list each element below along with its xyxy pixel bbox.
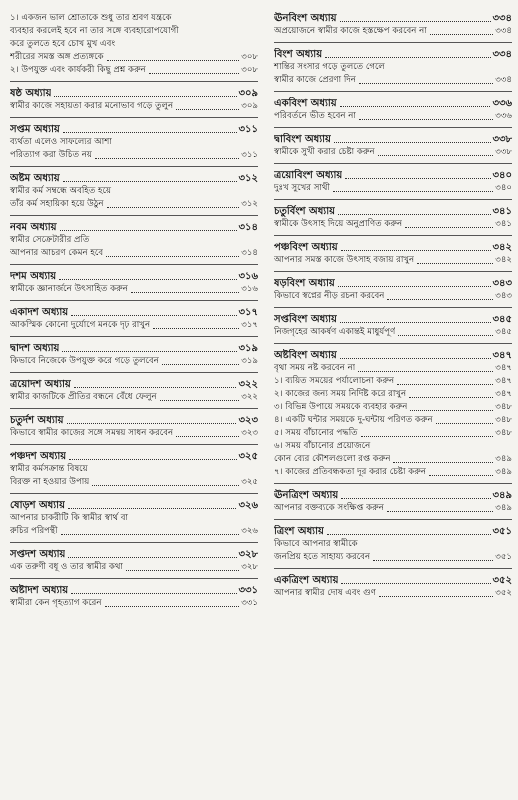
toc-section xyxy=(274,349,512,479)
toc-entry xyxy=(10,597,258,610)
dot-leader xyxy=(340,8,491,22)
section-divider xyxy=(10,215,258,216)
toc-section xyxy=(10,584,258,610)
page-number: ৩৪০ xyxy=(495,183,512,193)
chapter-heading-text: সপ্তবিংশ অধ্যায় xyxy=(274,314,337,325)
dot-leader xyxy=(340,345,491,359)
dot-leader xyxy=(340,309,491,323)
toc-right-column xyxy=(274,12,512,600)
page-number: ৩১৬ xyxy=(241,284,258,294)
page-number: ৩৫২ xyxy=(495,588,512,598)
dot-leader xyxy=(126,557,239,571)
page-number: ৩৪০ xyxy=(492,170,512,181)
page-number: ৩৪১ xyxy=(495,219,512,229)
page-number: ৩৩৪ xyxy=(492,49,512,60)
section-divider xyxy=(10,336,258,337)
toc-entry-text: জনপ্রিয় হতে সাহায্য করবেন xyxy=(274,552,371,562)
toc-entry-text: স্বামীর কর্মসক্রান্ত বিষয়ে xyxy=(10,464,88,474)
toc-subitem-text: ২। উপযুক্ত এবং কার্যকরী কিছু প্রশ্ন করুন xyxy=(10,65,146,75)
toc-entry-text: করে তুলতে হবে চোখ মুখ এবং xyxy=(10,39,116,49)
page-number: ৩১৭ xyxy=(238,307,258,318)
toc-section xyxy=(274,313,512,339)
page-number: ৩৩৪ xyxy=(492,13,512,24)
dot-leader xyxy=(92,472,239,486)
toc-entry xyxy=(10,561,258,574)
chapter-heading-text: ত্রিংশ অধ্যায় xyxy=(274,526,324,537)
dot-leader xyxy=(105,593,240,607)
dot-leader xyxy=(176,423,239,437)
chapter-heading xyxy=(10,221,258,234)
dot-leader xyxy=(54,83,236,97)
toc-entry-text: বিরক্ত না হওয়ার উপায় xyxy=(10,477,90,487)
toc-entry xyxy=(274,502,512,515)
toc-section xyxy=(274,277,512,303)
page-number: ৩১১ xyxy=(241,150,258,160)
dot-leader xyxy=(69,446,236,460)
dot-leader xyxy=(387,286,493,300)
dot-leader xyxy=(341,570,490,584)
toc-entry-text: কোন ব্যের কৌশলগুলো রপ্ত করুন xyxy=(274,454,391,464)
page-number: ৩৪৩ xyxy=(495,291,512,301)
toc-subitem-text: ৭। কাজের প্রতিবন্ধকতা দূর করার চেষ্টা করুন xyxy=(274,467,426,477)
toc-entry-text: অপ্রয়োজনে স্বামীর কাজে হস্তক্ষেপ করবেন না xyxy=(274,26,427,36)
page-number: ৩০৯ xyxy=(238,88,258,99)
dot-leader xyxy=(131,279,239,293)
toc-entry-text: রুচির পরিপন্থী xyxy=(10,526,58,536)
toc-entry xyxy=(274,326,512,339)
toc-entry-text: পরিবর্তনে ভীত হবেন না xyxy=(274,111,356,121)
page-number: ৩৪৭ xyxy=(495,363,512,373)
toc-entry-text: শরীরের সমস্ত অঙ্গ প্রত্যঙ্গকে xyxy=(10,52,104,62)
toc-section xyxy=(10,378,258,404)
toc-entry-text: নিজগৃহের আকর্ষণ একান্তই মাধুর্যপূর্ণ xyxy=(274,327,396,337)
section-divider xyxy=(274,42,512,43)
page-number: ৩৪৮ xyxy=(495,428,512,438)
toc-entry-text: এক তরুণী বধূ ও তার স্বামীর কথা xyxy=(10,562,123,572)
page-number: ৩৪৯ xyxy=(495,503,512,513)
page-number: ৩১৯ xyxy=(241,356,258,366)
dot-leader xyxy=(345,165,490,179)
dot-leader xyxy=(417,250,493,264)
page-number: ৩৩৪ xyxy=(495,75,512,85)
chapter-heading-text: অষ্টাদশ অধ্যায় xyxy=(10,585,69,596)
toc-section xyxy=(10,221,258,260)
page-number: ৩৫১ xyxy=(492,526,512,537)
page-number: ৩২৫ xyxy=(241,477,258,487)
chapter-heading xyxy=(274,48,512,61)
dot-leader xyxy=(107,194,240,208)
dot-leader xyxy=(405,214,493,228)
section-divider xyxy=(10,264,258,265)
toc-entry-text: আপনার স্বামীর দোষ এবং গুণ xyxy=(274,588,376,598)
section-divider xyxy=(274,519,512,520)
toc-section xyxy=(274,205,512,231)
page-number: ৩৪২ xyxy=(495,255,512,265)
toc-section xyxy=(274,12,512,38)
dot-leader xyxy=(107,47,240,61)
toc-entry-text: স্বামীর কর্ম সম্বন্ধে অবহিত হয়ে xyxy=(10,186,112,196)
toc-entry-text: স্বামীরা কেন গৃহত্যাগ করেন xyxy=(10,598,102,608)
page-number: ৩৪৯ xyxy=(495,467,512,477)
toc-section xyxy=(274,97,512,123)
dot-leader xyxy=(338,273,491,287)
toc-entry-text: আকস্মিক কোনো দুর্যোগে মনকে দৃঢ় রাখুন xyxy=(10,320,151,330)
toc-section xyxy=(274,169,512,195)
page-number: ৩২৮ xyxy=(238,549,258,560)
toc-entry xyxy=(274,182,512,195)
chapter-heading-text: চতুর্দশ অধ্যায় xyxy=(10,415,64,426)
section-divider xyxy=(10,444,258,445)
dot-leader xyxy=(436,410,494,424)
toc-section xyxy=(10,172,258,211)
toc-entry xyxy=(10,25,258,38)
toc-section xyxy=(10,414,258,440)
page-number: ৩১৭ xyxy=(241,320,258,330)
section-divider xyxy=(274,271,512,272)
chapter-heading-text: ষোড়শ অধ্যায় xyxy=(10,500,65,511)
chapter-heading-text: ষষ্ঠ অধ্যায় xyxy=(10,88,52,99)
dot-leader xyxy=(153,315,239,329)
dot-leader xyxy=(341,237,491,251)
dot-leader xyxy=(62,338,236,352)
chapter-heading-text: পঞ্চবিংশ অধ্যায় xyxy=(274,242,338,253)
toc-entry xyxy=(10,283,258,296)
toc-section xyxy=(10,87,258,113)
toc-subitem xyxy=(10,12,258,25)
toc-subitem xyxy=(274,466,512,479)
toc-section xyxy=(274,574,512,600)
dot-leader xyxy=(379,583,493,597)
toc-section xyxy=(274,489,512,515)
chapter-heading-text: একবিংশ অধ্যায় xyxy=(274,98,337,109)
toc-entry-text: আপনার সমস্ত কাজে উৎসাহ বজায় রাখুন xyxy=(274,255,415,265)
dot-leader xyxy=(338,201,491,215)
toc-entry-text: আপনার চাকরীটি কি স্বামীর স্বার্থ বা xyxy=(10,513,129,523)
dot-leader xyxy=(359,70,493,84)
section-divider xyxy=(274,199,512,200)
toc-entry-text: আপনার বক্তব্যকে সংক্ষিপ্ত করুন xyxy=(274,503,384,513)
page-number: ৩২২ xyxy=(238,379,258,390)
page-number: ৩৩১ xyxy=(241,598,258,608)
section-divider xyxy=(274,91,512,92)
section-divider xyxy=(10,578,258,579)
page-number: ৩৩১ xyxy=(238,585,258,596)
toc-subitem xyxy=(274,427,512,440)
page-number: ৩১৪ xyxy=(238,222,258,233)
dot-leader xyxy=(106,243,239,257)
dot-leader xyxy=(378,142,494,156)
page-number: ৩২২ xyxy=(241,392,258,402)
page-number: ৩৩৮ xyxy=(492,134,512,145)
toc-entry xyxy=(10,319,258,332)
dot-leader xyxy=(162,351,239,365)
toc-entry xyxy=(10,100,258,113)
section-divider xyxy=(274,307,512,308)
chapter-heading-text: সপ্তদশ অধ্যায় xyxy=(10,549,66,560)
page-number: ৩৫১ xyxy=(495,552,512,562)
page-number: ৩৪৫ xyxy=(495,327,512,337)
dot-leader xyxy=(359,106,493,120)
dot-leader xyxy=(429,462,493,476)
page-number: ৩৪৭ xyxy=(495,389,512,399)
toc-entry xyxy=(274,218,512,231)
toc-entry xyxy=(274,25,512,38)
page-number: ৩৩৮ xyxy=(495,147,512,157)
dot-leader xyxy=(373,547,493,561)
page-number: ৩৩৬ xyxy=(495,111,512,121)
dot-leader xyxy=(393,449,493,463)
chapter-heading-text: ঊনবিংশ অধ্যায় xyxy=(274,13,337,24)
page-number: ৩৪৭ xyxy=(495,376,512,386)
page-number: ৩৪৮ xyxy=(495,402,512,412)
page-number: ৩১৪ xyxy=(241,248,258,258)
page-number: ৩১৯ xyxy=(238,343,258,354)
toc-section xyxy=(10,499,258,538)
section-divider xyxy=(274,343,512,344)
dot-leader xyxy=(68,544,236,558)
page-number: ৩১১ xyxy=(238,124,258,135)
chapter-heading-text: ত্রয়োবিংশ অধ্যায় xyxy=(274,170,343,181)
toc-section xyxy=(274,48,512,87)
toc-entry xyxy=(10,198,258,211)
dot-leader xyxy=(340,93,491,107)
dot-leader xyxy=(325,44,490,58)
chapter-heading-text: অষ্টবিংশ অধ্যায় xyxy=(274,350,337,361)
page-number: ৩২৫ xyxy=(238,451,258,462)
dot-leader xyxy=(176,96,239,110)
section-divider xyxy=(274,483,512,484)
toc-entry xyxy=(274,74,512,87)
toc-entry-text: স্বামীর কাজে সহায়তা করার মনোভাব গড়ে তুলুন xyxy=(10,101,174,111)
page-number: ৩০৮ xyxy=(241,65,258,75)
dot-leader xyxy=(333,178,493,192)
page-number: ৩৪৩ xyxy=(492,278,512,289)
toc-entry-text: পরিত্যাগ করা উচিত নয় xyxy=(10,150,92,160)
chapter-heading-text: একাদশ অধ্যায় xyxy=(10,307,69,318)
page-number: ৩২৩ xyxy=(238,415,258,426)
chapter-heading-text: চতুর্বিংশ অধ্যায় xyxy=(274,206,335,217)
chapter-heading-text: দ্বাদশ অধ্যায় xyxy=(10,343,60,354)
toc-subitem xyxy=(10,64,258,77)
toc-entry xyxy=(274,110,512,123)
chapter-heading-text: দশম অধ্যায় xyxy=(10,271,57,282)
toc-subitem-text: ৪। একটি ঘন্টার সময়কে দু-ঘন্টায় পরিণত করুন xyxy=(274,415,433,425)
section-divider xyxy=(10,300,258,301)
page-number: ৩৪৮ xyxy=(495,415,512,425)
dot-leader xyxy=(387,498,493,512)
section-divider xyxy=(10,81,258,82)
chapter-heading xyxy=(10,450,258,463)
toc-entry-text: স্বামীকে জ্ঞানার্জনে উৎসাহিত করুন xyxy=(10,284,128,294)
toc-left-column xyxy=(10,12,258,610)
page-number: ৩০৮ xyxy=(241,52,258,62)
chapter-heading-text: ত্রয়োদশ অধ্যায় xyxy=(10,379,71,390)
chapter-heading-text: সপ্তম অধ্যায় xyxy=(10,124,60,135)
dot-leader xyxy=(334,129,491,143)
toc-subitem-text: ৩। বিভিন্ন উপায়ে সময়কে ব্যবহার করুন xyxy=(274,402,408,412)
toc-entry-text: স্বামীর কাজে প্রেরণা দিন xyxy=(274,75,356,85)
dot-leader xyxy=(149,60,239,74)
chapter-heading xyxy=(10,499,258,512)
page-number: ৩৪৫ xyxy=(492,314,512,325)
chapter-heading xyxy=(10,172,258,185)
dot-leader xyxy=(67,410,237,424)
page-number: ৩৫২ xyxy=(492,575,512,586)
toc-section xyxy=(10,342,258,368)
page-number: ৩৪২ xyxy=(492,242,512,253)
chapter-heading xyxy=(274,525,512,538)
dot-leader xyxy=(358,358,493,372)
toc-entry xyxy=(274,254,512,267)
dot-leader xyxy=(71,580,236,594)
dot-leader xyxy=(68,495,237,509)
toc-entry-text: তাঁর কর্ম সহায়িকা হয়ে উঠুন xyxy=(10,199,104,209)
dot-leader xyxy=(63,168,237,182)
toc-entry xyxy=(10,476,258,489)
toc-section xyxy=(10,270,258,296)
toc-section xyxy=(10,450,258,489)
page-number: ৩১২ xyxy=(241,199,258,209)
section-divider xyxy=(10,372,258,373)
chapter-heading-text: ঊনত্রিংশ অধ্যায় xyxy=(274,490,339,501)
dot-leader xyxy=(71,302,236,316)
dot-leader xyxy=(409,384,493,398)
toc-entry xyxy=(274,146,512,159)
toc-entry-text: দুঃখ সুখের সাথী xyxy=(274,183,330,193)
toc-entry-text: কিভাবে স্বামীর কাজের সঙ্গে সমন্বয় সাধন করবেন xyxy=(10,428,174,438)
section-divider xyxy=(10,117,258,118)
page-number: ৩৪৭ xyxy=(492,350,512,361)
section-divider xyxy=(274,568,512,569)
toc-section xyxy=(10,12,258,77)
toc-entry-text: কিভাবে স্বপ্নের নীড় রচনা করবেন xyxy=(274,291,385,301)
dot-leader xyxy=(60,217,237,231)
page-number: ৩২৬ xyxy=(238,500,258,511)
dot-leader xyxy=(410,397,493,411)
chapter-heading-text: একত্রিংশ অধ্যায় xyxy=(274,575,339,586)
page-number: ৩৩৬ xyxy=(492,98,512,109)
toc-entry xyxy=(10,391,258,404)
section-divider xyxy=(10,408,258,409)
dot-leader xyxy=(327,521,491,535)
toc-entry-text: শান্তির সংসার গড়ে তুলতে গেলে xyxy=(274,62,385,72)
toc-entry xyxy=(10,247,258,260)
toc-entry-text: বৃথা সময় নষ্ট করবেন না xyxy=(274,363,356,373)
toc-entry xyxy=(274,290,512,303)
dot-leader xyxy=(74,374,237,388)
chapter-heading xyxy=(10,123,258,136)
page-number: ৩৪১ xyxy=(492,206,512,217)
toc-entry-text: স্বামীর সেক্রেটারীর প্রতি xyxy=(10,235,90,245)
chapter-heading-text: অষ্টম অধ্যায় xyxy=(10,173,60,184)
page-number: ৩২৬ xyxy=(241,526,258,536)
dot-leader xyxy=(430,21,493,35)
toc-entry xyxy=(10,355,258,368)
toc-subitem-text: ১। একজন ভাল শ্রোতাকে শুধু তার শ্রবণ যন্ত্রকে xyxy=(10,13,172,23)
section-divider xyxy=(274,163,512,164)
section-divider xyxy=(10,493,258,494)
section-divider xyxy=(10,166,258,167)
toc-section xyxy=(274,525,512,564)
dot-leader xyxy=(95,145,239,159)
toc-entry xyxy=(10,427,258,440)
page-number: ৩২৩ xyxy=(241,428,258,438)
page-number: ৩১৬ xyxy=(238,271,258,282)
page-number: ৩০৯ xyxy=(241,101,258,111)
page-number: ৩৪৯ xyxy=(492,490,512,501)
toc-entry xyxy=(274,587,512,600)
toc-entry xyxy=(10,525,258,538)
chapter-heading-text: ষড়বিংশ অধ্যায় xyxy=(274,278,335,289)
dot-leader xyxy=(63,119,237,133)
toc-entry-text: ব্যর্থতা এলেও সাফল্যের আশা xyxy=(10,137,112,147)
dot-leader xyxy=(397,371,493,385)
chapter-heading-text: নবম অধ্যায় xyxy=(10,222,57,233)
toc-subitem-text: ৫। সময় বাঁচানোর পদ্ধতি xyxy=(274,428,358,438)
toc-entry-text: কিভাবে আপনার স্বামীকে xyxy=(274,539,358,549)
toc-entry-text: স্বামীকে উৎসাহ দিয়ে অনুপ্রাণিত করুন xyxy=(274,219,403,229)
dot-leader xyxy=(61,521,240,535)
section-divider xyxy=(274,127,512,128)
chapter-heading-text: পঞ্চদশ অধ্যায় xyxy=(10,451,67,462)
toc-section xyxy=(274,241,512,267)
toc-entry-text: ব্যবহার করলেই হবে না তার সঙ্গে ব্যবহারোপযোগী xyxy=(10,26,179,36)
toc-subitem-text: ২। কাজের জন্য সময় নির্দিষ্ট করে রাখুন xyxy=(274,389,407,399)
toc-entry-text: কিভাবে নিজেকে উপযুক্ত করে গড়ে তুলবেন xyxy=(10,356,159,366)
toc-section xyxy=(274,133,512,159)
page-number: ৩৩৪ xyxy=(495,26,512,36)
dot-leader xyxy=(59,266,236,280)
toc-section xyxy=(10,123,258,162)
dot-leader xyxy=(160,387,240,401)
section-divider xyxy=(10,542,258,543)
dot-leader xyxy=(398,322,493,336)
toc-entry xyxy=(10,149,258,162)
toc-entry-text: স্বামীকে সুখী করার চেষ্টা করুন xyxy=(274,147,375,157)
page-number: ৩২৮ xyxy=(241,562,258,572)
toc-section xyxy=(10,306,258,332)
page-number: ৩৪৯ xyxy=(495,454,512,464)
toc-entry-text: স্বামীর কাজটিকে প্রীতির বন্ধনে বেঁধে ফেলুন xyxy=(10,392,157,402)
section-divider xyxy=(274,235,512,236)
toc-section xyxy=(10,548,258,574)
page-number: ৩১২ xyxy=(238,173,258,184)
dot-leader xyxy=(341,485,490,499)
toc-subitem-text: ১। ব্যয়িত সময়ের পর্যালোচনা করুন xyxy=(274,376,395,386)
dot-leader xyxy=(361,423,494,437)
toc-subitem-text: ৬। সময় বাঁচানোর প্রয়োজনে xyxy=(274,441,371,451)
chapter-heading-text: বিংশ অধ্যায় xyxy=(274,49,323,60)
chapter-heading-text: দ্বাবিংশ অধ্যায় xyxy=(274,134,331,145)
toc-entry-text: আপনার আচরণ কেমন হবে xyxy=(10,248,104,258)
toc-entry xyxy=(274,551,512,564)
